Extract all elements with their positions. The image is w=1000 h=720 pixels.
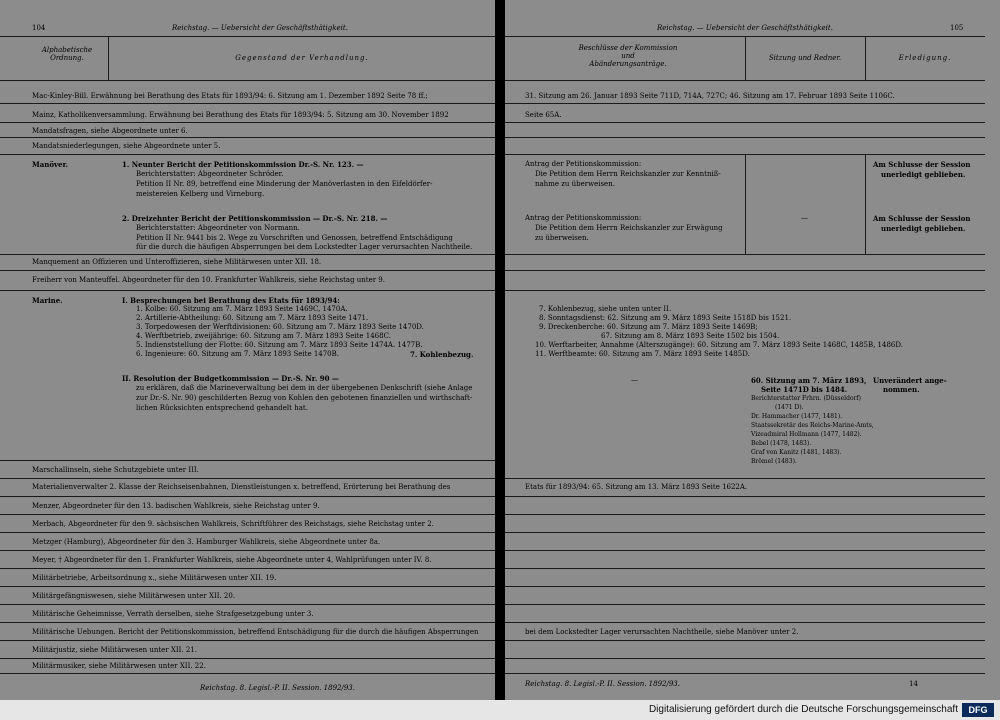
entry-line: 1. Kolbe: 60. Sitzung am 7. März 1893 Seite 1469C, 1470A.: [136, 305, 348, 313]
entry-line: Am Schlusse der Session: [873, 214, 971, 223]
rule: [0, 137, 495, 138]
entry-line: Die Petition dem Herrn Reichskanzler zur Erwägung: [535, 224, 723, 232]
entry-line: 67. Sitzung am 8. März 1893 Seite 1502 bis 1504.: [601, 332, 780, 340]
rule: [0, 36, 495, 37]
column-head-line: Gegenstand der Verhandlung.: [235, 54, 369, 62]
page-footer: Reichstag. 8. Legisl.-P. II. Session. 1892/93.: [525, 680, 680, 688]
entry-line: zu überweisen.: [535, 234, 589, 242]
entry-line: 4. Werftbetrieb, zweijährige: 60. Sitzung am 7. März 1893 Seite 1468C.: [136, 332, 391, 340]
rule: [505, 550, 985, 551]
rule: [0, 604, 495, 605]
rule: [0, 254, 495, 255]
rule: [0, 673, 495, 674]
entry-line: nommen.: [883, 385, 920, 394]
entry-line: 3. Torpedowesen der Werftdivisionen: 60. Sitzung am 7. März 1893 Seite 1470D.: [136, 323, 424, 331]
rule: [505, 604, 985, 605]
rule: [505, 568, 985, 569]
entry-line: meistereien Kelberg und Virneburg.: [136, 190, 265, 198]
entry-line: Petition II Nr. 89, betreffend eine Minderung der Manöverlasten in den Eifeldörfer-: [136, 180, 433, 188]
entry-line: Mandatsfragen, siehe Abgeordnete unter 6.: [32, 127, 188, 135]
rule: [505, 532, 985, 533]
dfg-logo: DFG: [962, 703, 994, 717]
left-page: [0, 0, 495, 700]
entry-line: lichen Rücksichten entsprechend gehandelt hat.: [136, 404, 308, 412]
entry-line: I. Besprechungen bei Berathung des Etats für 1893/94:: [122, 296, 340, 305]
column-head-order: [30, 46, 104, 62]
entry-line: Militärbetriebe, Arbeitsordnung x., siehe Militärwesen unter XII. 19.: [32, 574, 277, 582]
column-rule: [108, 36, 109, 80]
entry-line: 5. Indienststellung der Flotte: 60. Sitzung am 7. März 1893 Seite 1474A. 1477B.: [136, 341, 423, 349]
rule: [505, 640, 985, 641]
entry-line: nahme zu überweisen.: [535, 180, 615, 188]
speaker-line: Graf von Kanitz (1481, 1483).: [751, 449, 842, 456]
speaker-line: Staatssekretär des Reichs-Marine-Amts,: [751, 422, 874, 429]
entry-line: Marschallinseln, siehe Schutzgebiete unter III.: [32, 466, 199, 474]
entry-line: bei dem Lockstedter Lager verursachten Nachtheile, siehe Manöver unter 2.: [525, 628, 799, 636]
digitization-credit-bar: [0, 700, 1000, 720]
speaker-line: Berichterstatter Frhrn. (Düsseldorf): [751, 395, 861, 402]
entry-line: zur Dr.-S. Nr. 90) geschilderten Bezug von Kohlen den gebotenen finanziellen und wirthschaft-: [136, 394, 473, 402]
entry-line: Militärische Geheimnisse, Verrath derselben, siehe Strafgesetzgebung unter 3.: [32, 610, 314, 618]
page-footer: Reichstag. 8. Legisl.-P. II. Session. 1892/93.: [200, 684, 355, 692]
column-head-line: Erledigung.: [898, 54, 952, 62]
rule: [505, 270, 985, 271]
rule: [505, 478, 985, 479]
rule: [0, 290, 495, 291]
entry-line: Mandatsniederlegungen, siehe Abgeordnete unter 5.: [32, 142, 221, 150]
rule: [505, 254, 985, 255]
rule: [0, 122, 495, 123]
entry-line: Materialienverwalter 2. Klasse der Reichseisenbahnen, Dienstleistungen x. betreffend, Erörterung bei Berathung des: [32, 483, 451, 491]
speaker-line: (1471 D).: [775, 404, 804, 411]
rule: [0, 80, 495, 81]
page-number: 104: [32, 24, 46, 32]
entry-line: Militärgefängniswesen, siehe Militärwesen unter XII. 20.: [32, 592, 236, 600]
entry-keyword: Manöver.: [32, 160, 69, 169]
rule: [0, 532, 495, 533]
column-head-subject: [112, 54, 492, 62]
book-gutter: [495, 0, 505, 700]
rule: [0, 460, 495, 461]
rule: [0, 270, 495, 271]
rule: [0, 154, 495, 155]
column-head-line: Sitzung und Redner.: [768, 54, 842, 62]
rule: [505, 586, 985, 587]
entry-line: Berichterstatter: Abgeordneter von Normann.: [136, 224, 300, 232]
rule: [0, 514, 495, 515]
rule: [505, 137, 985, 138]
rule: [505, 496, 985, 497]
speaker-line: Dr. Hammacher (1477, 1481).: [751, 413, 843, 420]
rule: [505, 673, 985, 674]
entry-line: Unverändert ange-: [873, 376, 947, 385]
entry-line: Am Schlusse der Session: [873, 160, 971, 169]
entry-line: Die Petition dem Herrn Reichskanzler zur Kenntniß-: [535, 170, 721, 178]
entry-line: Seite 1471D bis 1484.: [761, 385, 848, 394]
rule: [505, 514, 985, 515]
rule: [505, 290, 985, 291]
rule: [505, 103, 985, 104]
entry-line: —: [631, 376, 638, 384]
entry-line: Freiherr von Manteuffel. Abgeordneter für den 10. Frankfurter Wahlkreis, siehe Reichstag unter 9.: [32, 276, 385, 284]
entry-line: Meyer, † Abgeordneter für den 1. Frankfurter Wahlkreis, siehe Abgeordnete unter 4, Wahlprüfungen unter IV. 8.: [32, 556, 432, 564]
rule: [0, 478, 495, 479]
right-page: [505, 0, 1000, 700]
entry-line: Antrag der Petitionskommission:: [525, 160, 642, 168]
entry-line: 6. Ingenieure: 60. Sitzung am 7. März 1893 Seite 1470B.: [136, 350, 340, 358]
speaker-line: Vizeadmiral Hollmann (1477, 1482).: [751, 431, 862, 438]
entry-line: Seite 65A.: [525, 111, 562, 119]
entry-line: unerledigt geblieben.: [881, 170, 966, 179]
entry-line: Merbach, Abgeordneter für den 9. sächsischen Wahlkreis, Schriftführer des Reichstags, siehe Reichstag unter 2.: [32, 520, 434, 528]
rule: [505, 622, 985, 623]
entry-line: 7. Kohlenbezug.: [410, 350, 474, 359]
column-head-resolutions: [515, 44, 741, 68]
rule: [0, 568, 495, 569]
column-rule: [745, 154, 746, 254]
column-head-line: Beschlüsse der Kommission und Abänderungsanträge.: [578, 44, 678, 68]
entry-line: 7. Kohlenbezug, siehe unten unter II.: [539, 305, 672, 313]
entry-line: 2. Dreizehnter Bericht der Petitionskommission — Dr.-S. Nr. 218. —: [122, 214, 388, 223]
rule: [505, 658, 985, 659]
entry-line: Mainz, Katholikenversammlung. Erwähnung bei Berathung des Etats für 1893/94: 5. Sitzung am 30. November 1892: [32, 111, 449, 119]
entry-line: Metzger (Hamburg), Abgeordneter für den 3. Hamburger Wahlkreis, siehe Abgeordnete unter 8a.: [32, 538, 381, 546]
column-rule: [745, 36, 746, 80]
entry-line: unerledigt geblieben.: [881, 224, 966, 233]
credit-text: Digitalisierung gefördert durch die Deutsche Forschungsgemeinschaft: [648, 704, 958, 715]
rule: [0, 640, 495, 641]
rule: [0, 103, 495, 104]
entry-line: Antrag der Petitionskommission:: [525, 214, 642, 222]
entry-line: zu erklären, daß die Marineverwaltung bei dem in der übergebenen Denkschrift (siehe Anlage: [136, 384, 473, 392]
entry-line: 11. Werftbeamte: 60. Sitzung am 7. März 1893 Seite 1485D.: [535, 350, 750, 358]
entry-line: Militärische Uebungen. Bericht der Petitionskommission, betreffend Entschädigung für die durch die häufigen Absperrungen: [32, 628, 479, 636]
signature-mark: 14: [909, 680, 918, 688]
entry-line: 60. Sitzung am 7. März 1893,: [751, 376, 867, 385]
entry-line: Militärmusiker, siehe Militärwesen unter XII. 22.: [32, 662, 206, 670]
column-rule: [865, 36, 866, 80]
entry-line: 9. Dreckenberche: 60. Sitzung am 7. März 1893 Seite 1469B;: [539, 323, 758, 331]
column-head-session: [749, 54, 861, 62]
rule: [0, 658, 495, 659]
entry-line: Mac-Kinley-Bill. Erwähnung bei Berathung des Etats für 1893/94: 6. Sitzung am 1. Dezember 1892 Seite 78 ff.;: [32, 92, 428, 100]
rule: [0, 550, 495, 551]
entry-line: Petition II Nr. 9441 bis 2. Wege zu Vorschriften und Genossen, betreffend Entschädigung: [136, 234, 453, 242]
column-rule: [865, 154, 866, 254]
column-head-outcome: [869, 54, 981, 62]
entry-line: 1. Neunter Bericht der Petitionskommission Dr.-S. Nr. 123. —: [122, 160, 364, 169]
entry-line: Manquement an Offizieren und Unteroffizieren, siehe Militärwesen unter XII. 18.: [32, 258, 322, 266]
running-head: Reichstag. — Uebersicht der Geschäftsthätigkeit.: [657, 24, 833, 32]
entry-line: 31. Sitzung am 26. Januar 1893 Seite 711D, 714A, 727C; 46. Sitzung am 17. Februar 1893 Seite 1106C.: [525, 92, 895, 100]
entry-line: Militärjustiz, siehe Militärwesen unter XII. 21.: [32, 646, 197, 654]
entry-keyword: Marine.: [32, 296, 63, 305]
entry-line: —: [801, 214, 808, 222]
running-head: Reichstag. — Uebersicht der Geschäftsthätigkeit.: [172, 24, 348, 32]
rule: [0, 496, 495, 497]
rule: [505, 122, 985, 123]
page-number: 105: [950, 24, 964, 32]
speaker-line: Brömel (1483).: [751, 458, 797, 465]
entry-line: II. Resolution der Budgetkommission — Dr.-S. Nr. 90 —: [122, 374, 339, 383]
rule: [0, 622, 495, 623]
entry-line: 8. Sonntagsdienst: 62. Sitzung am 9. März 1893 Seite 1518D bis 1521.: [539, 314, 792, 322]
column-head-line: Alphabetische Ordnung.: [41, 46, 93, 62]
entry-line: für die durch die häufigen Absperrungen bei dem Lockstedter Lager verursachten Nachtheile.: [136, 243, 473, 251]
entry-line: Berichterstatter: Abgeordneter Schröder.: [136, 170, 284, 178]
speaker-line: Bebel (1478, 1483).: [751, 440, 812, 447]
entry-line: 2. Artillerie-Abtheilung: 60. Sitzung am 7. März 1893 Seite 1471.: [136, 314, 369, 322]
rule: [505, 80, 985, 81]
entry-line: Menzer, Abgeordneter für den 13. badischen Wahlkreis, siehe Reichstag unter 9.: [32, 502, 320, 510]
rule: [0, 586, 495, 587]
entry-line: 10. Werftarbeiter, Annahme (Alterszugänge): 60. Sitzung am 7. März 1893 Seite 1468C, 1485B, 1486D.: [535, 341, 903, 349]
entry-line: Etats für 1893/94: 65. Sitzung am 13. März 1893 Seite 1622A.: [525, 483, 748, 491]
